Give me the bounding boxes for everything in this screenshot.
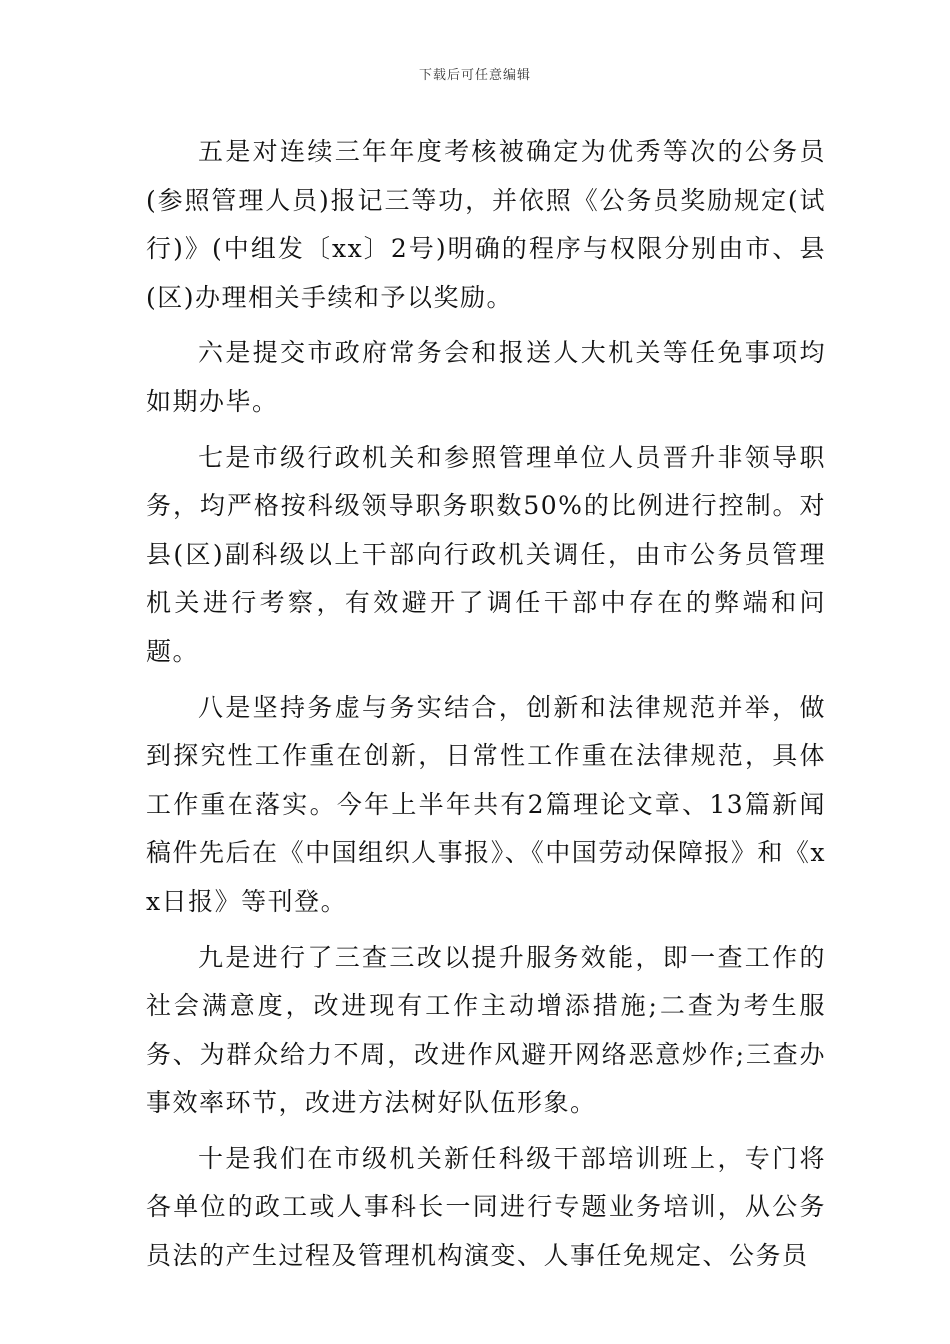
paragraph-7: 七是市级行政机关和参照管理单位人员晋升非领导职务，均严格按科级领导职务职数50%的比例进行控制。对县(区)副科级以上干部向行政机关调任，由市公务员管理机关进行考察，有效避开了调任干部中存在的弊端和问题。 (146, 442, 826, 666)
paragraph-10: 十是我们在市级机关新任科级干部培训班上，专门将各单位的政工或人事科长一同进行专题业务培训，从公务员法的产生过程及管理机构演变、人事任免规定、公务员 (146, 1143, 826, 1271)
document-body (146, 128, 826, 1288)
paragraph-9: 九是进行了三查三改以提升服务效能，即一查工作的社会满意度，改进现有工作主动增添措施;二查为考生服务、为群众给力不周，改进作风避开网络恶意炒作;三查办事效率环节，改进方法树好队伍形象。 (146, 942, 826, 1118)
page-header-note: 下载后可任意编辑 (418, 68, 531, 83)
paragraph-5: 五是对连续三年年度考核被确定为优秀等次的公务员(参照管理人员)报记三等功，并依照《公务员奖励规定(试行)》(中组发〔xx〕2号)明确的程序与权限分别由市、县(区)办理相关手续和予以奖励。 (146, 137, 826, 312)
paragraph-6: 六是提交市政府常务会和报送人大机关等任免事项均如期办毕。 (146, 338, 826, 416)
paragraph-8: 八是坚持务虚与务实结合，创新和法律规范并举，做到探究性工作重在创新，日常性工作重在法律规范，具体工作重在落实。今年上半年共有2篇理论文章、13篇新闻稿件先后在《中国组织人事报》、《中国劳动保障报》和《xx日报》等刊登。 (146, 692, 826, 916)
